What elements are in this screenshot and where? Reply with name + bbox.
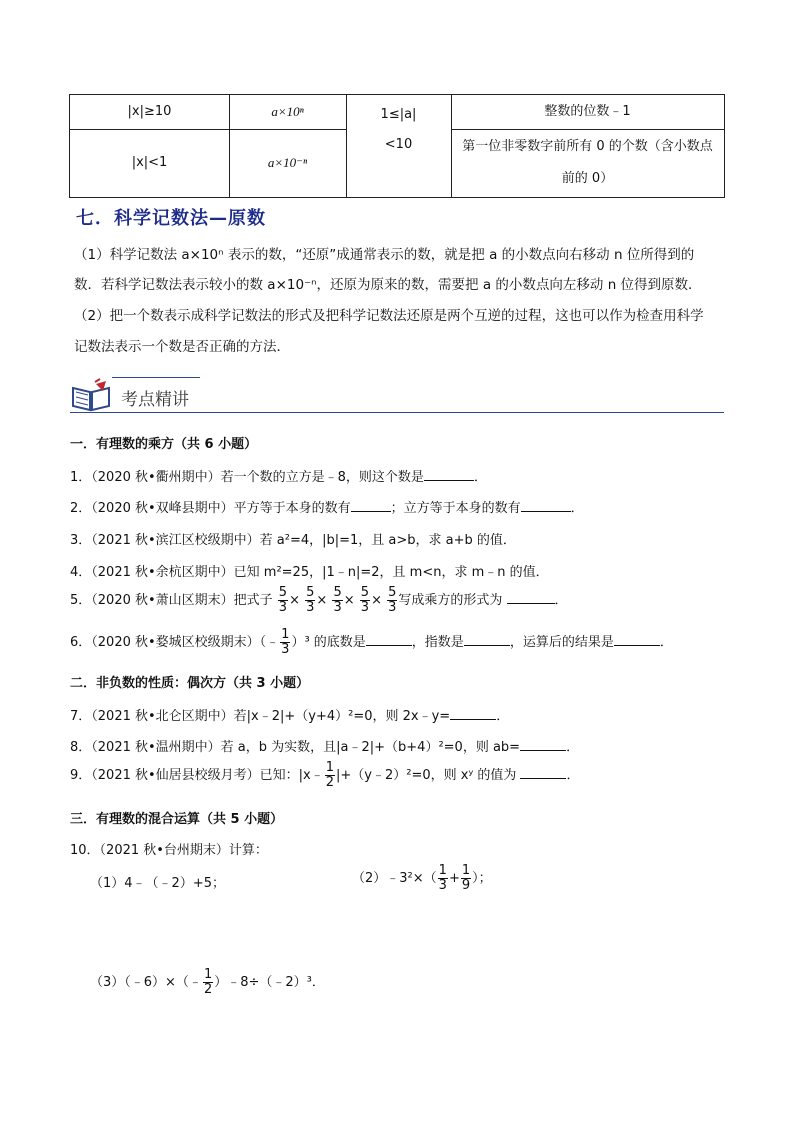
table-cell: |x|<1 — [131, 155, 168, 170]
paragraph-line: 记数法表示一个数是否正确的方法． — [74, 339, 290, 355]
question-text: ． — [473, 470, 487, 485]
answer-blank[interactable] — [424, 467, 474, 481]
answer-blank[interactable] — [520, 765, 566, 779]
fraction: $\frac{1}{2}$ — [203, 967, 213, 997]
fraction: $\frac{1}{3}$ — [438, 863, 447, 893]
fraction: $\frac{1}{9}$ — [461, 863, 471, 893]
question-text: 写成乘方的形式为 — [398, 593, 503, 608]
question-7 — [70, 705, 509, 724]
question-5 — [70, 586, 568, 615]
question-text: ． — [659, 635, 673, 650]
question-text: （3）（﹣6）×（﹣ — [90, 975, 202, 990]
table-cell: <10 — [384, 137, 413, 152]
fraction: $\frac{5}{3}$ — [306, 585, 315, 615]
question-text: ；立方等于本身的数有 — [390, 501, 521, 516]
table-cell: 1≤|a| — [380, 107, 417, 122]
question-text: |+（y﹣2）²=0，则 xʸ 的值为 — [336, 768, 517, 783]
times-sign: × — [316, 593, 328, 608]
question-10-part-3 — [90, 968, 325, 997]
question-text: 8．（2021 秋•温州期中）若 a，b 为实数，且|a﹣2|+（b+4）²=0，则 ab= — [70, 740, 521, 755]
table-cell: |x|≥10 — [127, 104, 172, 119]
fraction: $\frac{1}{3}$ — [281, 627, 290, 657]
answer-blank[interactable] — [366, 632, 412, 646]
times-sign: × — [343, 593, 355, 608]
section-title: 七．科学记数法—原数 — [76, 208, 266, 229]
plus-sign: + — [448, 871, 460, 886]
question-1 — [70, 466, 487, 485]
question-6 — [70, 628, 673, 657]
question-text: 1．（2020 秋•衢州期中）若一个数的立方是﹣8，则这个数是 — [70, 470, 424, 485]
category-title: 二．非负数的性质：偶次方（共 3 小题） — [70, 676, 310, 691]
answer-blank[interactable] — [614, 632, 660, 646]
answer-blank[interactable] — [521, 498, 571, 512]
question-9 — [70, 761, 579, 790]
fraction: $\frac{5}{3}$ — [278, 585, 288, 615]
question-3: 3．（2021 秋•滨江区校级期中）若 a²=4，|b|=1，且 a>b，求 a+b 的值． — [70, 533, 516, 548]
book-icon — [70, 378, 112, 412]
question-text: ）； — [472, 871, 492, 886]
paragraph-line: 数．若科学记数法表示较小的数 a×10⁻ⁿ，还原为原来的数，需要把 a 的小数点向左移动 n 位得到原数． — [74, 277, 702, 293]
table-cell: a×10ⁿ — [271, 104, 304, 119]
question-10-part-2 — [352, 864, 492, 893]
times-sign: × — [289, 593, 300, 608]
question-text: ，指数是 — [411, 635, 464, 650]
question-10-stem: 10．（2021 秋•台州期末）计算： — [70, 843, 268, 858]
answer-blank[interactable] — [520, 737, 566, 751]
question-text: ． — [566, 768, 580, 783]
question-text: ． — [570, 501, 584, 516]
question-text: 2．（2020 秋•双峰县期中）平方等于本身的数有 — [70, 501, 351, 516]
table-cell: 第一位非零数字前所有 0 的个数（含小数点 — [462, 139, 713, 154]
fraction: $\frac{1}{2}$ — [325, 760, 335, 790]
question-4: 4．（2021 秋•余杭区期中）已知 m²=25，|1﹣n|=2，且 m<n，求 m﹣n 的值． — [70, 565, 549, 580]
answer-blank[interactable] — [507, 590, 555, 604]
question-text: ． — [554, 593, 568, 608]
paragraph-line: （2）把一个数表示成科学记数法的形式及把科学记数法还原是两个互逆的过程，这也可以作为检查用科学 — [74, 308, 704, 324]
fraction: $\frac{5}{3}$ — [360, 585, 370, 615]
question-2 — [70, 497, 584, 516]
question-10-part-1: （1）4﹣（﹣2）+5； — [90, 876, 225, 891]
table-cell: 前的 0） — [561, 171, 614, 186]
question-text: （2）﹣3²×（ — [352, 871, 437, 886]
header-underline — [70, 412, 724, 413]
paragraph-line: （1）科学记数法 a×10ⁿ 表示的数，“还原”成通常表示的数，就是把 a 的小数点向右移动 n 位所得到的 — [74, 247, 695, 263]
question-8 — [70, 736, 579, 755]
answer-blank[interactable] — [450, 706, 496, 720]
question-text: 7．（2021 秋•北仑区期中）若|x﹣2|+（y+4）²=0，则 2x﹣y= — [70, 709, 451, 724]
question-text: ． — [496, 709, 510, 724]
table-cell: 整数的位数﹣1 — [544, 104, 631, 119]
category-title: 三．有理数的混合运算（共 5 小题） — [70, 812, 284, 827]
question-text: ，运算后的结果是 — [509, 635, 614, 650]
question-text: ． — [566, 740, 580, 755]
question-text: 9．（2021 秋•仙居县校级月考）已知：|x﹣ — [70, 768, 324, 783]
question-text: ）³ 的底数是 — [291, 635, 366, 650]
question-text: ）﹣8÷（﹣2）³． — [214, 975, 325, 990]
table-row-divider — [451, 129, 724, 130]
table-cell: a×10⁻ⁿ — [267, 155, 308, 170]
section-header-title: 考点精讲 — [121, 390, 189, 410]
fraction: $\frac{5}{3}$ — [333, 585, 342, 615]
times-sign: × — [371, 593, 382, 608]
fraction: $\frac{5}{3}$ — [388, 585, 397, 615]
question-text: 6．（2020 秋•婺城区校级期末）（﹣ — [70, 635, 280, 650]
notation-table — [69, 94, 725, 198]
category-title: 一．有理数的乘方（共 6 小题） — [70, 437, 258, 452]
answer-blank[interactable] — [351, 498, 391, 512]
question-text: 5．（2020 秋•萧山区期末）把式子 — [70, 593, 273, 608]
answer-blank[interactable] — [464, 632, 510, 646]
header-accent-line — [112, 377, 200, 378]
